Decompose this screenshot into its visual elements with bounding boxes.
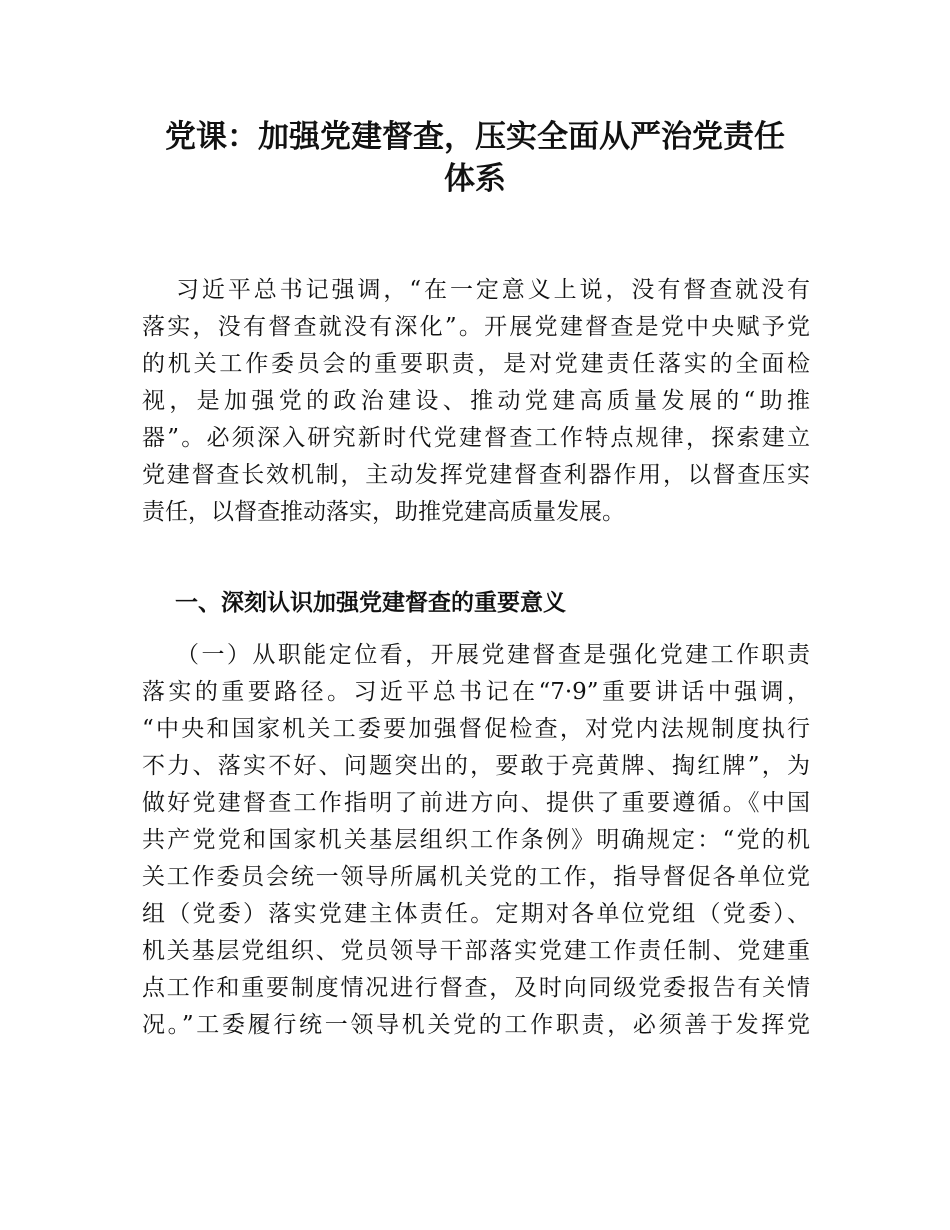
title-line-1: 党课：加强党建督查，压实全面从严治党责任 <box>165 119 785 155</box>
text-line: 关工作委员会统一领导所属机关党的工作，指导督促各单位党 <box>142 864 810 890</box>
text-line: 习近平总书记强调，“在一定意义上说，没有督查就没有 <box>176 277 810 303</box>
text-line: 共产党党和国家机关基层组织工作条例》明确规定：“党的机 <box>142 827 810 853</box>
paragraph-section-1 <box>142 637 810 1044</box>
text-line: 不力、落实不好、问题突出的，要敢于亮黄牌、掏红牌”，为 <box>142 753 810 779</box>
text-line: 的机关工作委员会的重要职责，是对党建责任落实的全面检 <box>142 351 810 377</box>
text-line: 点工作和重要制度情况进行督查，及时向同级党委报告有关情 <box>142 975 810 1001</box>
text-line: 机关基层党组织、党员领导干部落实党建工作责任制、党建重 <box>142 938 810 964</box>
text-line: 责任，以督查推动落实，助推党建高质量发展。 <box>142 499 625 525</box>
text-line: 落实，没有督查就没有深化”。开展党建督查是党中央赋予党 <box>142 314 810 340</box>
text-line: 组（党委）落实党建主体责任。定期对各单位党组（党委）、 <box>142 901 810 927</box>
text-line: 做好党建督查工作指明了前进方向、提供了重要遵循。《中国 <box>142 790 810 816</box>
text-line: 党建督查长效机制，主动发挥党建督查利器作用，以督查压实 <box>142 462 810 488</box>
text-line: 器”。必须深入研究新时代党建督查工作特点规律，探索建立 <box>142 425 810 451</box>
text-line: （一）从职能定位看，开展党建督查是强化党建工作职责 <box>176 642 810 668</box>
text-line: 视，是加强党的政治建设、推动党建高质量发展的“助推 <box>142 388 810 414</box>
text-line: 落实的重要路径。习近平总书记在“7·9”重要讲话中强调， <box>142 679 810 705</box>
text-line: 况。”工委履行统一领导机关党的工作职责，必须善于发挥党 <box>142 1012 810 1038</box>
document-title <box>0 116 950 200</box>
title-line-2: 体系 <box>444 161 506 197</box>
paragraph-intro <box>142 272 810 531</box>
section-heading: 一、深刻认识加强党建督查的重要意义 <box>175 590 566 616</box>
text-line: “中央和国家机关工委要加强督促检查，对党内法规制度执行 <box>142 716 810 742</box>
